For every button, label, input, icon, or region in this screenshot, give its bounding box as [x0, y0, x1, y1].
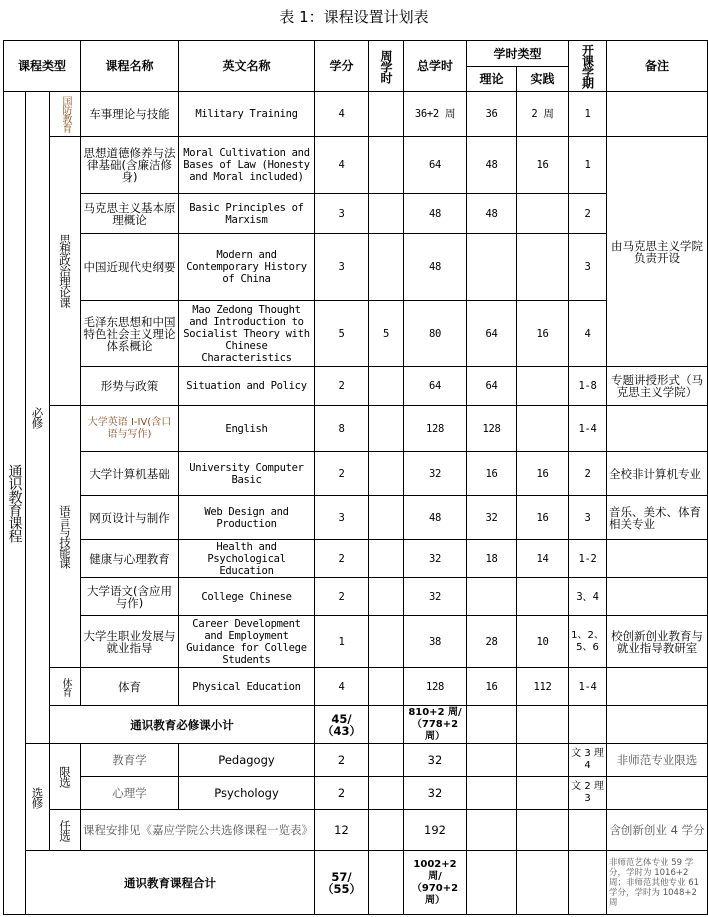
header-type: 课程类型 [4, 41, 81, 92]
practice: 16 [517, 301, 569, 367]
practice: 16 [517, 496, 569, 540]
group-required: 必修 [26, 92, 50, 744]
total: 36+2 周 [404, 92, 467, 137]
total: 128 [404, 406, 467, 452]
header-name: 课程名称 [81, 41, 179, 92]
practice: 16 [517, 137, 569, 194]
practice: 2 周 [517, 92, 569, 137]
course-name: 大学英语 I-IV(含口语与写作) [81, 406, 179, 452]
total: 80 [404, 301, 467, 367]
weekly [369, 194, 404, 234]
credit: 5 [315, 301, 369, 367]
group-optional: 任选 [50, 810, 81, 851]
empty-cell [467, 851, 517, 915]
theory: 48 [467, 137, 517, 194]
term: 1 [569, 92, 607, 137]
table-row [4, 578, 708, 616]
note: 全校非计算机专业 [607, 452, 708, 496]
empty-cell [569, 851, 607, 915]
note: 非师范艺体专业 59 学分，学时为 1016+2 周；非师范其他专业 61 学分，学时为 1048+2 周 [607, 851, 708, 915]
note [607, 92, 708, 137]
note: 音乐、美术、体育相关专业 [607, 496, 708, 540]
header-credit: 学分 [315, 41, 369, 92]
course-en: College Chinese [179, 578, 315, 616]
course-en: English [179, 406, 315, 452]
empty-cell [517, 744, 569, 777]
weekly [369, 367, 404, 406]
course-name: 体育 [81, 668, 179, 706]
course-en: Basic Principles of Marxism [179, 194, 315, 234]
note: 专题讲授形式（马克思主义学院） [607, 367, 708, 406]
weekly [369, 616, 404, 668]
credit: 4 [315, 137, 369, 194]
course-en: Military Training [179, 92, 315, 137]
credit: 12 [315, 810, 369, 851]
table-row [4, 668, 708, 706]
term: 1-4 [569, 406, 607, 452]
course-en: Health and Psychological Education [179, 540, 315, 578]
credit: 2 [315, 578, 369, 616]
table-row [4, 194, 708, 234]
term: 3 [569, 234, 607, 301]
course-en: University Computer Basic [179, 452, 315, 496]
practice [517, 578, 569, 616]
weekly [369, 234, 404, 301]
note: 由马克思主义学院负责开设 [607, 137, 708, 367]
course-name: 大学语文(含应用与作) [81, 578, 179, 616]
total: 32 [404, 452, 467, 496]
course-name: 车事理论与技能 [81, 92, 179, 137]
term: 文 3 理 4 [569, 744, 607, 777]
theory [467, 578, 517, 616]
theory: 32 [467, 496, 517, 540]
theory: 16 [467, 452, 517, 496]
practice: 112 [517, 668, 569, 706]
subtotal-label: 通识教育必修课小计 [50, 706, 315, 744]
note [607, 406, 708, 452]
table-title: 表 1：课程设置计划表 [279, 8, 429, 26]
grand-total-row [4, 851, 708, 915]
total: 48 [404, 496, 467, 540]
table-row [4, 234, 708, 301]
subtotal-credit: 45/（43） [315, 706, 369, 744]
practice [517, 194, 569, 234]
header-practice: 实践 [517, 67, 569, 92]
theory: 16 [467, 668, 517, 706]
theory: 48 [467, 194, 517, 234]
course-name: 心理学 [81, 777, 179, 810]
total: 128 [404, 668, 467, 706]
term: 1-4 [569, 668, 607, 706]
note: 含创新创业 4 学分 [607, 810, 708, 851]
empty-cell [569, 706, 607, 744]
course-en: Pedagogy [179, 744, 315, 777]
course-name: 形势与政策 [81, 367, 179, 406]
empty-cell [467, 706, 517, 744]
header-total: 总学时 [404, 41, 467, 92]
table-row [4, 301, 708, 367]
course-en: Mao Zedong Thought and Introduction to Socialist Theory with Chinese Characteristics [179, 301, 315, 367]
header-weekly: 周学时 [369, 41, 404, 92]
term: 文 2 理 3 [569, 777, 607, 810]
course-name: 教育学 [81, 744, 179, 777]
term: 3 [569, 496, 607, 540]
weekly [369, 452, 404, 496]
subtotal-row [4, 706, 708, 744]
empty-cell [569, 810, 607, 851]
total: 64 [404, 137, 467, 194]
credit: 2 [315, 452, 369, 496]
table-row [4, 540, 708, 578]
practice [517, 367, 569, 406]
theory [467, 234, 517, 301]
term: 4 [569, 301, 607, 367]
theory: 28 [467, 616, 517, 668]
empty-cell [369, 810, 404, 851]
theory: 36 [467, 92, 517, 137]
practice: 16 [517, 452, 569, 496]
weekly [369, 540, 404, 578]
table-row [4, 777, 708, 810]
table-row [4, 744, 708, 777]
empty-cell [607, 706, 708, 744]
course-name: 马克思主义基本原理概论 [81, 194, 179, 234]
course-name: 思想道德修养与法律基础(含廉洁修身) [81, 137, 179, 194]
practice [517, 406, 569, 452]
total: 38 [404, 616, 467, 668]
theory: 18 [467, 540, 517, 578]
empty-cell [517, 810, 569, 851]
weekly [369, 406, 404, 452]
table-row [4, 616, 708, 668]
theory: 128 [467, 406, 517, 452]
empty-cell [369, 706, 404, 744]
subtotal-total: 810+2 周/（778+2 周） [404, 706, 467, 744]
total: 192 [404, 810, 467, 851]
credit: 1 [315, 616, 369, 668]
practice: 10 [517, 616, 569, 668]
weekly [369, 668, 404, 706]
course-en: Psychology [179, 777, 315, 810]
practice: 14 [517, 540, 569, 578]
course-en: Physical Education [179, 668, 315, 706]
course-name: 大学计算机基础 [81, 452, 179, 496]
grand-total-label: 通识教育课程合计 [26, 851, 315, 915]
note [607, 578, 708, 616]
course-name: 网页设计与制作 [81, 496, 179, 540]
table-row [4, 137, 708, 194]
weekly [369, 137, 404, 194]
note [607, 777, 708, 810]
course-en: Situation and Policy [179, 367, 315, 406]
term: 1、2、5、6 [569, 616, 607, 668]
group-skills: 语言与技能课 [50, 406, 81, 668]
note [607, 668, 708, 706]
course-en: Modern and Contemporary History of China [179, 234, 315, 301]
total: 32 [404, 578, 467, 616]
header-theory: 理论 [467, 67, 517, 92]
course-en: Career Development and Employment Guidance for College Students [179, 616, 315, 668]
course-name: 毛泽东思想和中国特色社会主义理论体系概论 [81, 301, 179, 367]
course-en: Web Design and Production [179, 496, 315, 540]
credit: 4 [315, 92, 369, 137]
total: 32 [404, 744, 467, 777]
table-row [4, 496, 708, 540]
empty-cell [369, 851, 404, 915]
term: 1-2 [569, 540, 607, 578]
note: 非师范专业限选 [607, 744, 708, 777]
empty-cell [467, 777, 517, 810]
credit: 2 [315, 777, 369, 810]
credit: 4 [315, 668, 369, 706]
weekly [369, 92, 404, 137]
group-politics: 思想政治理论课 [50, 137, 81, 406]
note [607, 540, 708, 578]
header-term: 开课学期 [569, 41, 607, 92]
empty-cell [467, 744, 517, 777]
group-pe: 体育 [50, 668, 81, 706]
credit: 2 [315, 540, 369, 578]
group-elective: 选修 [26, 744, 50, 851]
empty-cell [467, 810, 517, 851]
weekly [369, 496, 404, 540]
total: 48 [404, 194, 467, 234]
course-en: Moral Cultivation and Bases of Law (Honesty and Moral included) [179, 137, 315, 194]
optional-course-name: 课程安排见《嘉应学院公共选修课程一览表》 [81, 810, 315, 851]
credit: 2 [315, 367, 369, 406]
grand-total-credit: 57/（55） [315, 851, 369, 915]
course-plan-table [3, 40, 708, 915]
total: 48 [404, 234, 467, 301]
term: 2 [569, 194, 607, 234]
table-row [4, 406, 708, 452]
course-name: 大学生职业发展与就业指导 [81, 616, 179, 668]
table-row [4, 92, 708, 137]
note: 校创新创业教育与就业指导教研室 [607, 616, 708, 668]
total: 32 [404, 777, 467, 810]
empty-cell [517, 777, 569, 810]
practice [517, 234, 569, 301]
credit: 8 [315, 406, 369, 452]
header-hour-type: 学时类型 [467, 41, 569, 67]
table-row [4, 810, 708, 851]
header-note: 备注 [607, 41, 708, 92]
header-row [4, 41, 708, 67]
empty-cell [517, 851, 569, 915]
empty-cell [369, 744, 404, 777]
term: 1 [569, 137, 607, 194]
theory: 64 [467, 367, 517, 406]
theory: 64 [467, 301, 517, 367]
credit: 3 [315, 496, 369, 540]
credit: 3 [315, 234, 369, 301]
term: 1-8 [569, 367, 607, 406]
course-name: 健康与心理教育 [81, 540, 179, 578]
header-en: 英文名称 [179, 41, 315, 92]
weekly: 5 [369, 301, 404, 367]
total: 64 [404, 367, 467, 406]
empty-cell [369, 777, 404, 810]
term: 2 [569, 452, 607, 496]
group-general: 通识教育课程 [4, 92, 26, 915]
credit: 2 [315, 744, 369, 777]
weekly [369, 578, 404, 616]
total: 32 [404, 540, 467, 578]
empty-cell [517, 706, 569, 744]
group-limited: 限选 [50, 744, 81, 810]
term: 3、4 [569, 578, 607, 616]
table-row [4, 452, 708, 496]
group-defense: 国防教育 [50, 92, 81, 137]
grand-total-total: 1002+2 周/（970+2 周） [404, 851, 467, 915]
course-name: 中国近现代史纲要 [81, 234, 179, 301]
credit: 3 [315, 194, 369, 234]
table-row [4, 367, 708, 406]
